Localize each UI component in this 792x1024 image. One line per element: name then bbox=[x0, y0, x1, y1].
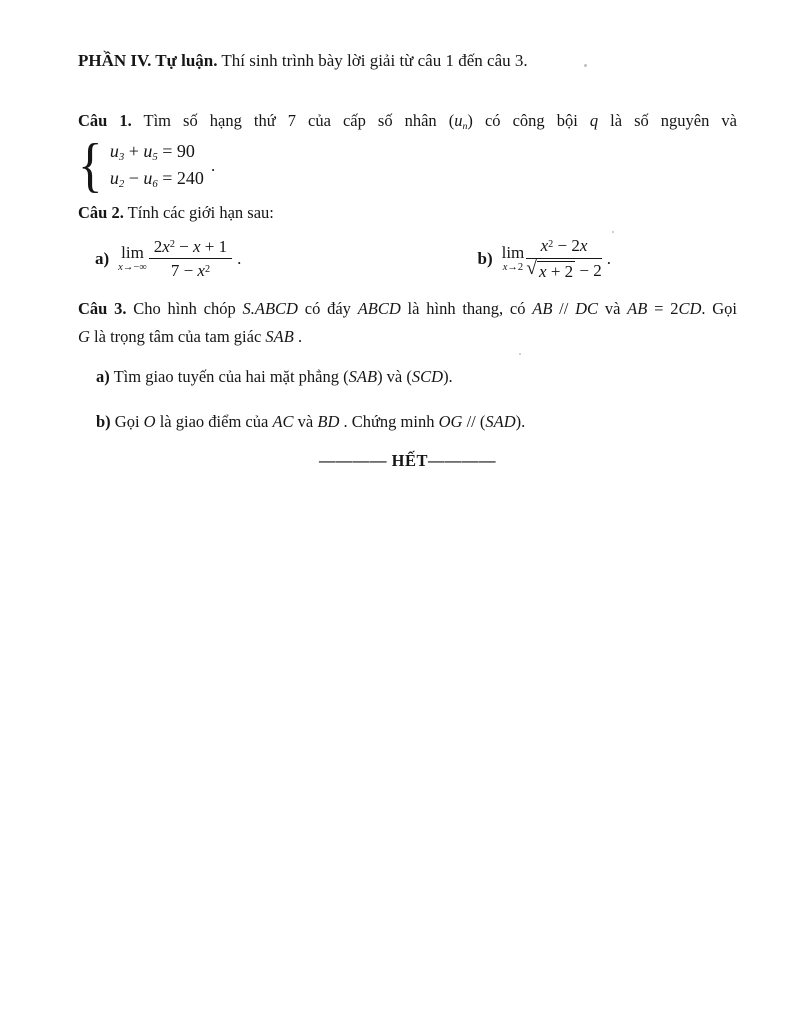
limit-a-operator bbox=[118, 244, 147, 274]
limit-a bbox=[95, 237, 241, 281]
question-3b-text: Gọi O là giao điểm của AC và BD . Chứng minh OG // (SAD). bbox=[110, 411, 526, 431]
limit-a-label: a) bbox=[95, 248, 110, 268]
section-heading-bold: PHẦN IV. Tự luận. bbox=[78, 51, 218, 70]
question-1-intro bbox=[78, 109, 737, 133]
question-2-label: Câu 2. bbox=[78, 203, 124, 223]
radical-sign: √ bbox=[526, 257, 538, 279]
fraction-denominator: $7 - x^2$ bbox=[170, 261, 211, 281]
lim-word: lim bbox=[501, 242, 525, 262]
limit-b-period: . bbox=[606, 248, 611, 268]
lim-subscript: x→−∞ bbox=[118, 261, 147, 273]
limit-a-fraction bbox=[149, 237, 232, 281]
end-dashes-left: ———— bbox=[319, 450, 387, 470]
end-dashes-right: ———— bbox=[427, 450, 496, 470]
question-3a-text: Tìm giao tuyến của hai mặt phẳng (SAB) và (SCD). bbox=[109, 366, 453, 386]
scan-artifact-dot bbox=[584, 64, 587, 67]
system-equation-2: u2 − u6 = 240 bbox=[109, 168, 204, 191]
question-1-equation-system bbox=[78, 132, 737, 199]
limit-b-label: b) bbox=[477, 248, 493, 268]
document-content bbox=[78, 0, 737, 471]
denominator-rest: − 2 bbox=[575, 260, 602, 280]
end-marker bbox=[78, 451, 737, 471]
limit-b bbox=[477, 236, 611, 281]
question-2-text: Tính các giới hạn sau: bbox=[123, 203, 274, 223]
system-equations bbox=[110, 141, 204, 189]
end-label: HẾT bbox=[387, 450, 428, 470]
question-3b bbox=[96, 410, 737, 434]
fraction-numerator: $x^2 - 2x$ bbox=[526, 236, 601, 259]
question-2-limits bbox=[78, 236, 737, 281]
radicand: x + 2 bbox=[539, 261, 574, 281]
limit-a-period: . bbox=[237, 248, 242, 268]
question-3a-label: a) bbox=[96, 366, 110, 386]
question-3-line2: G là trọng tâm của tam giác SAB . bbox=[78, 326, 303, 346]
limit-b-fraction bbox=[526, 236, 601, 281]
fraction-numerator: $2x^2 - x + 1$ bbox=[149, 237, 232, 260]
section-heading bbox=[78, 50, 737, 72]
scan-artifact-dot bbox=[612, 231, 614, 233]
question-3a bbox=[96, 365, 737, 389]
limit-b-operator bbox=[502, 244, 525, 274]
square-root bbox=[526, 257, 575, 282]
system-period: . bbox=[210, 155, 216, 175]
question-1-label: Câu 1. bbox=[78, 111, 132, 131]
section-heading-rest: Thí sinh trình bày lời giải từ câu 1 đến câu 3. bbox=[217, 51, 528, 70]
fraction-denominator bbox=[526, 259, 601, 282]
lim-subscript: x→2 bbox=[502, 261, 524, 273]
question-3-label: Câu 3. bbox=[78, 299, 127, 319]
question-3b-label: b) bbox=[96, 411, 111, 431]
system-brace: { bbox=[78, 132, 103, 199]
question-3-line1: Cho hình chóp S.ABCD có đáy ABCD là hình thang, có AB // DC và AB = 2CD. Gọi bbox=[126, 299, 738, 319]
question-1-text: Tìm số hạng thứ 7 của cấp số nhân (un) có công bội q là số nguyên và bbox=[131, 111, 738, 132]
scan-artifact-dot bbox=[519, 353, 521, 355]
lim-word: lim bbox=[121, 242, 144, 262]
question-3-intro bbox=[78, 297, 737, 322]
system-equation-1: u3 + u5 = 90 bbox=[109, 141, 195, 164]
question-2-heading bbox=[78, 201, 737, 224]
